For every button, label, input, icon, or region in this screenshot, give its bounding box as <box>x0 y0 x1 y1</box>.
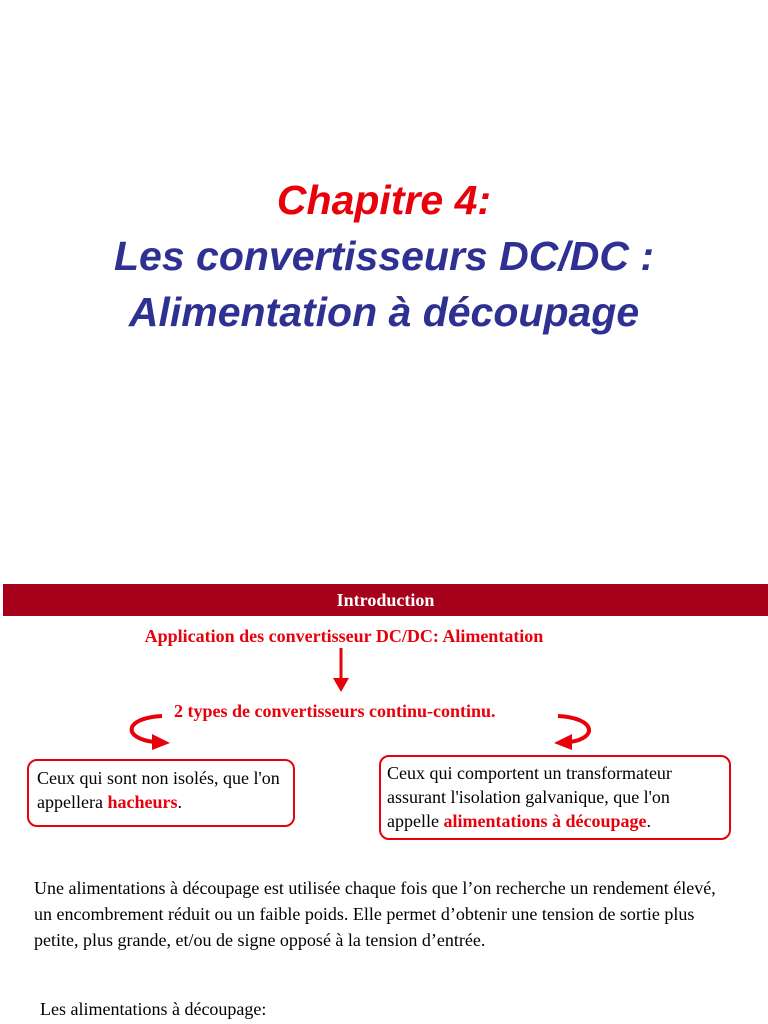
introduction-banner: Introduction <box>3 584 768 616</box>
isolated-converters-box <box>379 755 731 840</box>
down-arrow-icon <box>330 646 352 694</box>
chapter-title <box>0 172 768 340</box>
switching-supplies-subheading: Les alimentations à découpage: <box>40 999 267 1019</box>
isolated-text: Ceux qui comportent un transformateur assurant l'isolation galvanique, que l'on appelle <box>387 763 672 831</box>
chapter-title-line-1: Les convertisseurs DC/DC : <box>113 233 654 279</box>
chapter-title-line-2: Alimentation à découpage <box>128 289 640 335</box>
types-heading: 2 types de convertisseurs continu-continu. <box>174 701 496 721</box>
hacheurs-term: hacheurs <box>107 792 178 812</box>
isolated-end: . <box>646 811 651 831</box>
description-paragraph: Une alimentations à découpage est utilisée chaque fois que l’on recherche un rendement élevé, un encombrement réduit ou un faible poids. Elle permet d’obtenir une tension de sortie plus petite, plus grande, et/ou de signe opposé à la tension d’entrée. <box>34 878 716 950</box>
switching-supply-term: alimentations à découpage <box>443 811 647 831</box>
non-isolated-text: Ceux qui sont non isolés, que l'on appellera <box>37 768 280 812</box>
non-isolated-converters-box <box>27 759 295 827</box>
curved-arrow-right-icon <box>548 712 604 752</box>
curved-arrow-left-icon <box>120 712 176 752</box>
application-heading: Application des convertisseur DC/DC: Alimentation <box>144 626 544 646</box>
chapter-number: Chapitre 4: <box>276 177 492 223</box>
non-isolated-end: . <box>177 792 182 812</box>
